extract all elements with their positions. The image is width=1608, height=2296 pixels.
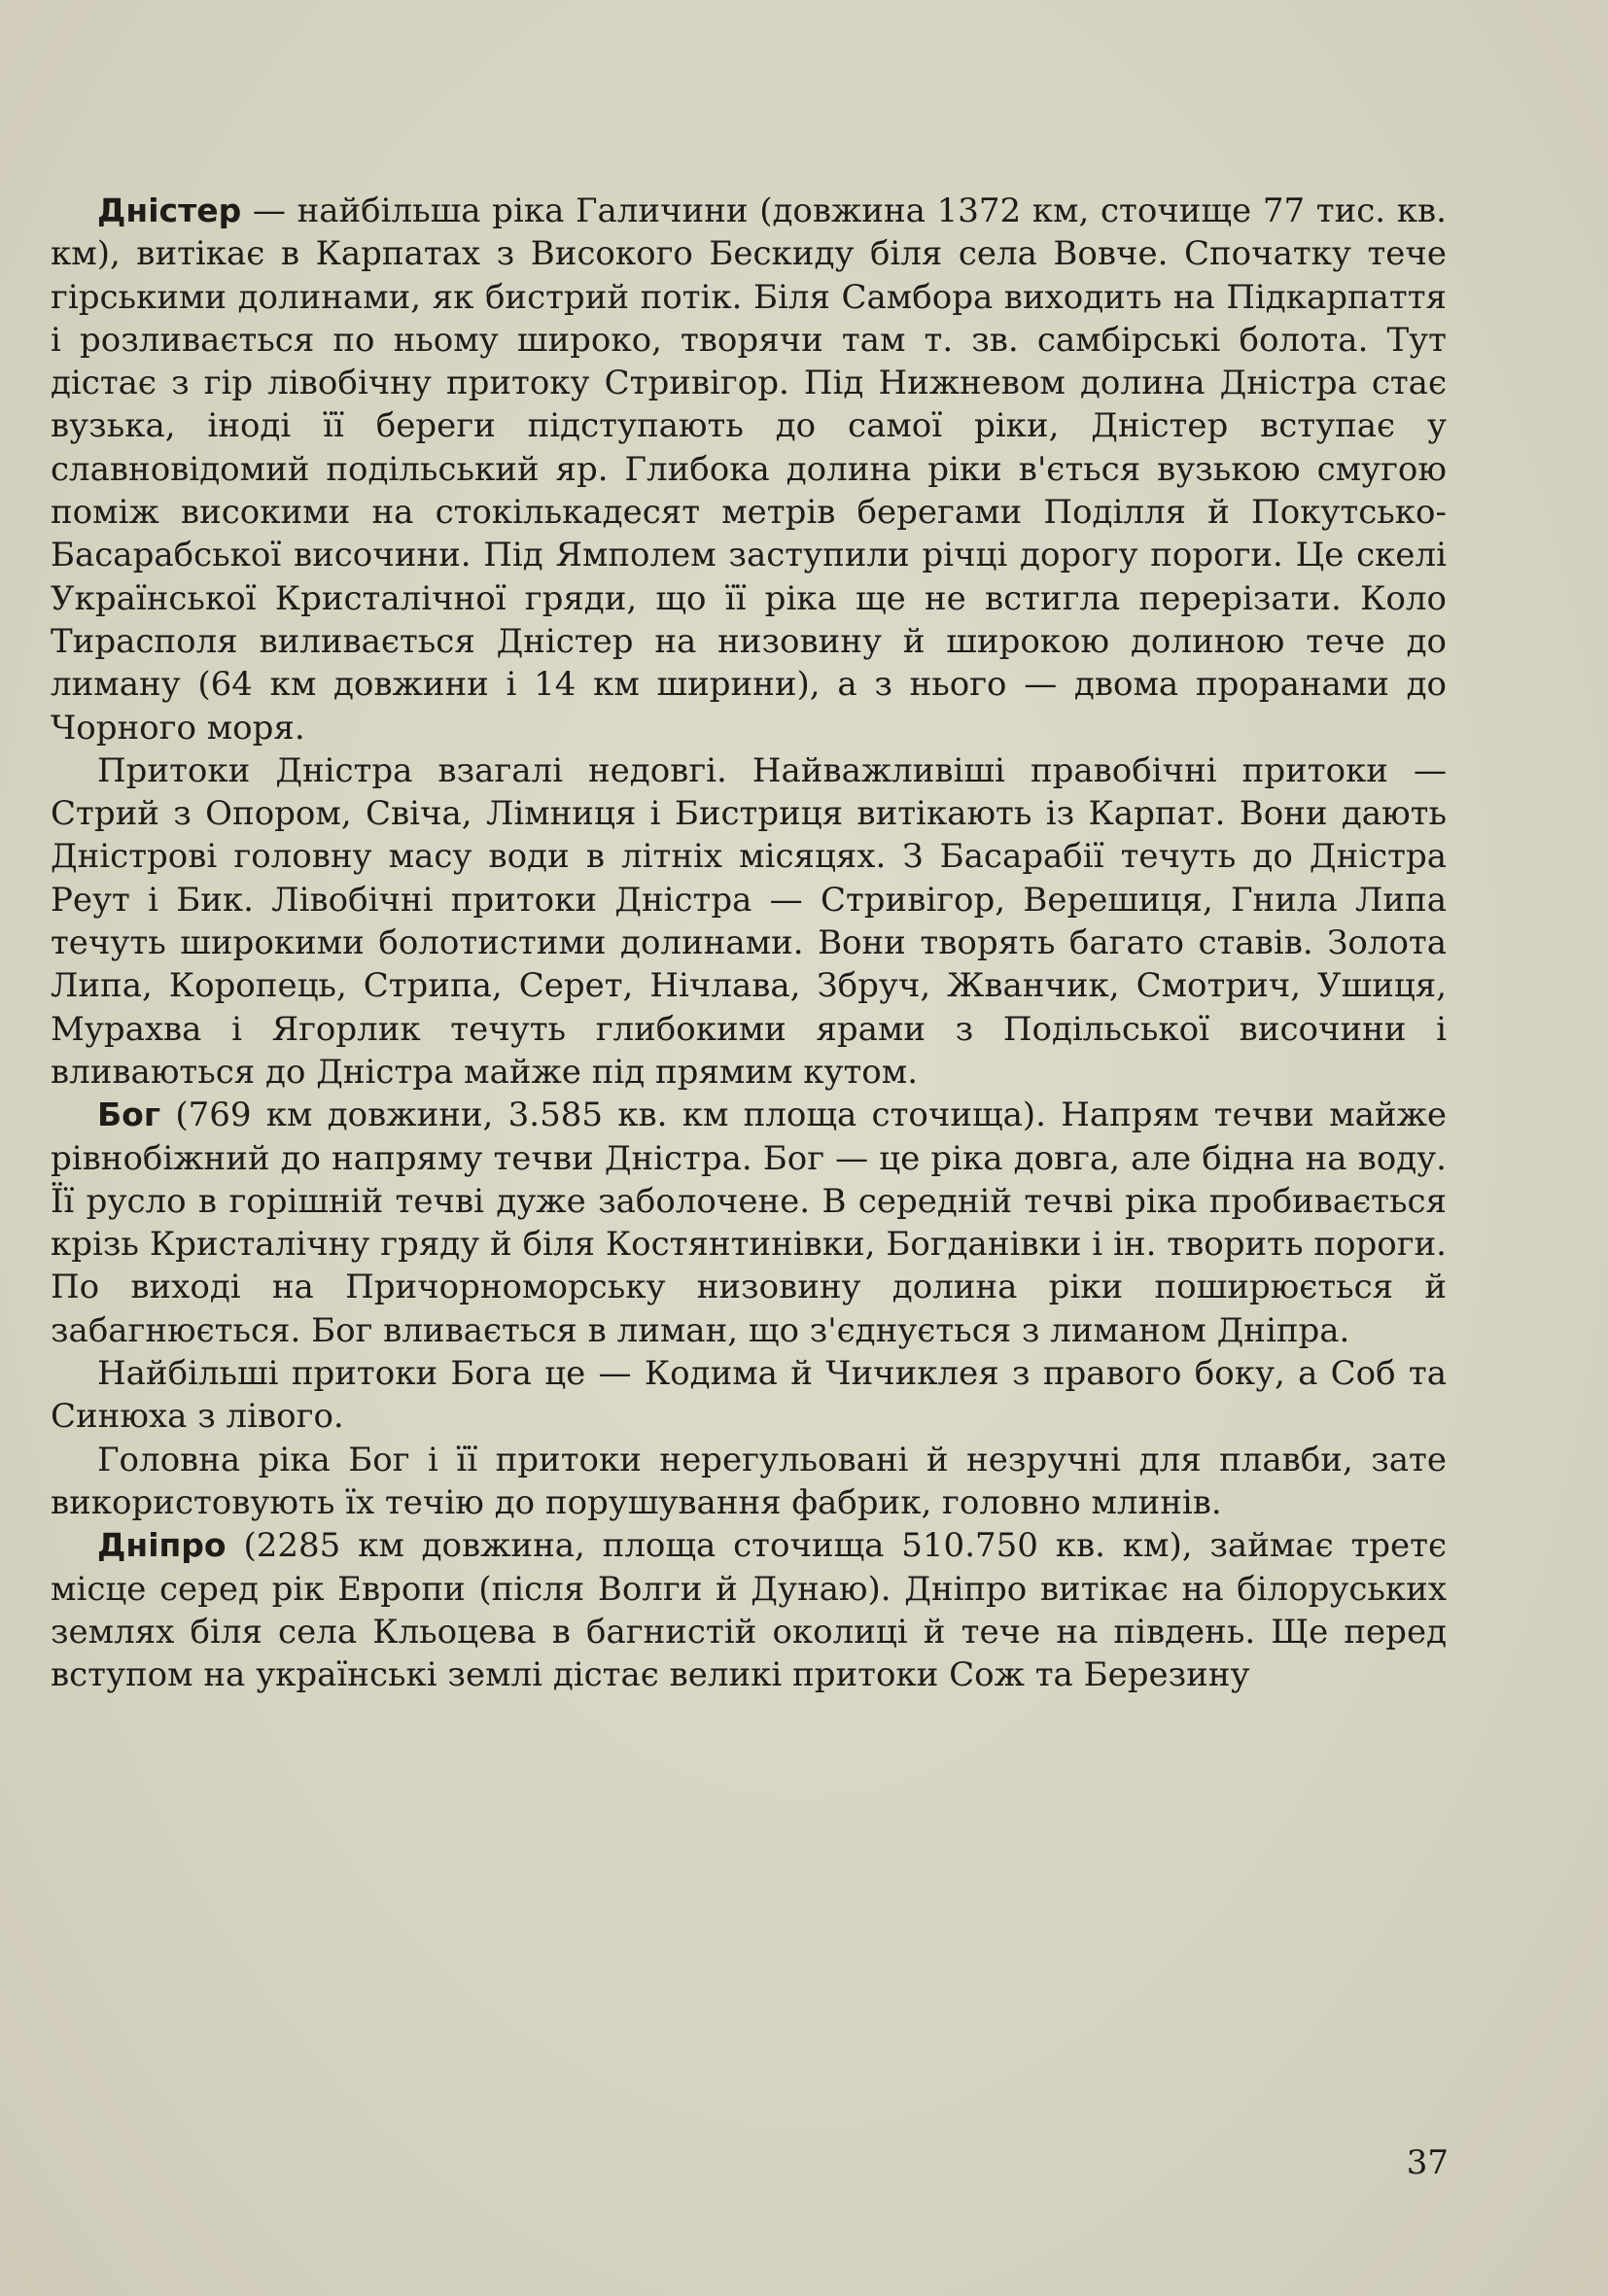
- body-text: [51, 190, 1447, 1696]
- paragraph-text: — найбільша ріка Галичини (довжина 1372 км, сточище 77 тис. кв. км), витікає в Карпатах з Високого Бескиду біля села Вовче. Спочатку тече гірськими долинами, як бистрий потік. Біля Самбора виходить на Підкарпаття і розливається по ньому широко, творячи там т. зв. самбірські болота. Тут дістає з гір лівобічну притоку Стривігор. Під Нижневом долина Дністра стає вузька, іноді її береги підступають до самої ріки, Дністер вступає у славновідомий подільський яр. Глибока долина ріки в'ється вузькою смугою поміж високими на стокількадесят метрів берегами Поділля й Покутсько-Басарабської височини. Під Ямполем заступили річці дорогу пороги. Це скелі Української Кристалічної гряди, що її ріка ще не встигла перерізати. Коло Тирасполя виливається Дністер на низовину й широкою долиною тече до лиману (64 км довжини і 14 км ширини), а з нього — двома проранами до Чорного моря.: [51, 191, 1447, 748]
- paragraph-dnister: [51, 190, 1447, 749]
- paragraph-text: (769 км довжини, 3.585 кв. км площа сточища). Напрям течви майже рівнобіжний до напряму течви Дністра. Бог — це ріка довга, але бідна на воду. Її русло в горішній течві дуже заболочене. В середній течві ріка пробивається крізь Кристалічну гряду й біля Костянтинівки, Богданівки і ін. творить пороги. По виході на Причорноморську низовину долина ріки поширюється й забагнюється. Бог вливається в лиман, що з'єднується з лиманом Дніпра.: [51, 1096, 1447, 1350]
- paragraph-text: (2285 км довжина, площа сточища 510.750 кв. км), займає третє місце серед рік Европи (після Волги й Дунаю). Дніпро витікає на білоруських землях біля села Кльоцева в багнистій околиці й тече на південь. Ще перед вступом на українські землі дістає великі притоки Сож та Березину: [51, 1526, 1447, 1695]
- page-number: 37: [1406, 2143, 1449, 2182]
- paragraph-boh: [51, 1094, 1447, 1352]
- term-dnipro: Дніпро: [97, 1526, 227, 1565]
- paragraph-boh-tributaries: [51, 1352, 1447, 1439]
- paragraph-text: Притоки Дністра взагалі недовгі. Найважливіші правобічні притоки — Стрий з Опором, Свіча, Лімниця і Бистриця витікають із Карпат. Вони дають Дністрові головну масу води в літніх місяцях. З Басарабії течуть до Дністра Реут і Бик. Лівобічні притоки Дністра — Стривігор, Верешиця, Гнила Липа течуть широкими болотистими долинами. Вони творять багато ставів. Золота Липа, Коропець, Стрипа, Серет, Нічлава, Збруч, Жванчик, Смотрич, Ушиця, Мурахва і Ягорлик течуть глибокими ярами з Подільської височини і вливаються до Дністра майже під прямим кутом.: [51, 750, 1447, 1092]
- term-dnister: Дністер: [97, 191, 242, 229]
- paragraph-text: Головна ріка Бог і її притоки нерегульовані й незручні для плавби, зате використовують їх течію до порушування фабрик, головно млинів.: [51, 1440, 1447, 1522]
- paragraph-dnister-tributaries: [51, 749, 1447, 1094]
- paragraph-text: Найбільші притоки Бога це — Кодима й Чичиклея з правого боку, а Соб та Синюха з лівого.: [51, 1354, 1447, 1437]
- paragraph-dnipro: [51, 1524, 1447, 1696]
- term-boh: Бог: [97, 1096, 161, 1134]
- paragraph-boh-navigation: [51, 1439, 1447, 1525]
